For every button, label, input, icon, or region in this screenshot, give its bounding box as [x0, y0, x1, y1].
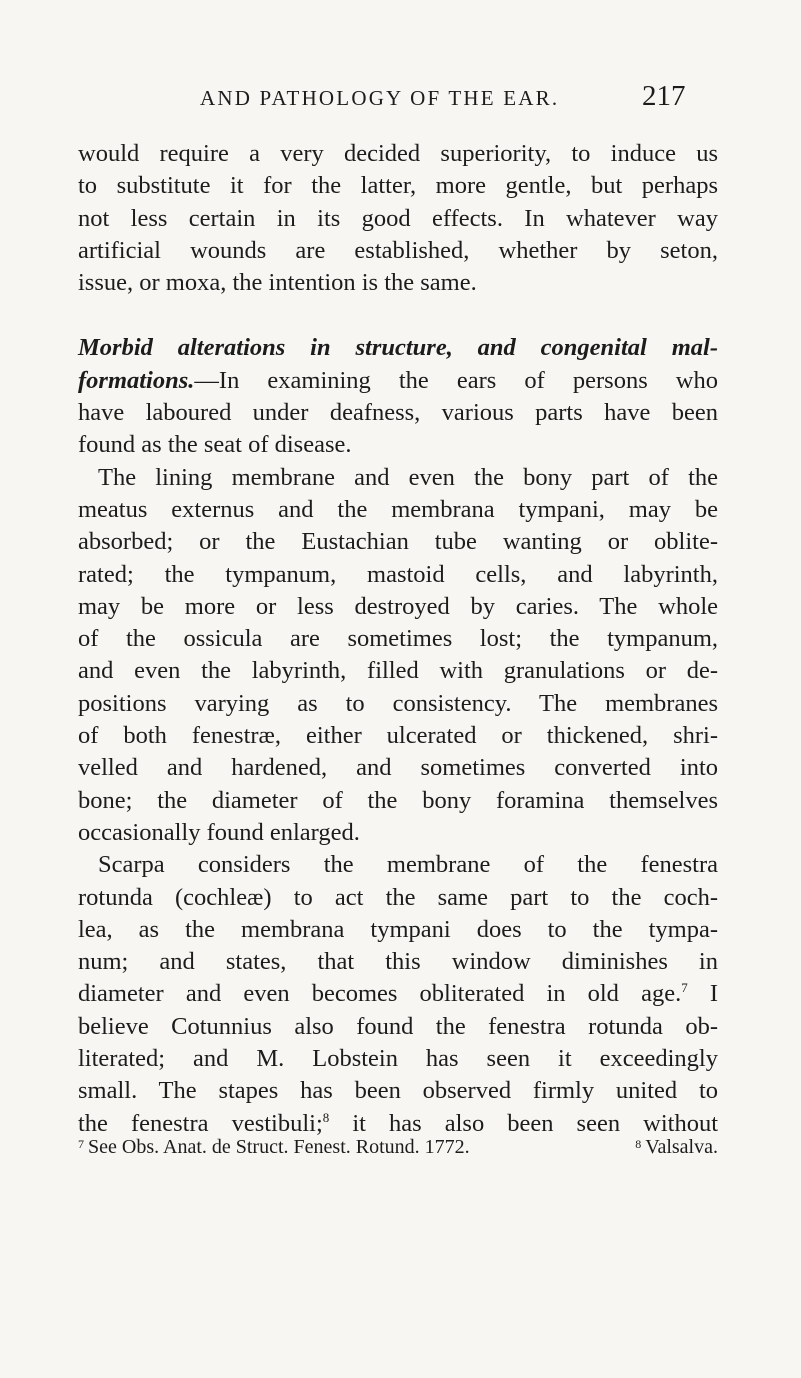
- footnote-text: See Obs. Anat. de Struct. Fenest. Rotund. 1772.: [88, 1136, 470, 1158]
- page-number: 217: [642, 80, 686, 112]
- text-line: have laboured under deafness, various parts have been: [78, 399, 718, 427]
- text-line: meatus externus and the membrana tympani, may be: [78, 495, 718, 523]
- text-line: rotunda (cochleæ) to act the same part to the coch-: [78, 883, 718, 911]
- text-line: literated; and M. Lobstein has seen it exceedingly: [78, 1045, 718, 1073]
- text-line: of the ossicula are sometimes lost; the tympanum,: [78, 625, 718, 653]
- text-line: to substitute it for the latter, more gentle, but perhaps: [78, 172, 718, 200]
- text-line: [78, 978, 718, 1010]
- running-head: AND PATHOLOGY OF THE EAR.: [200, 86, 560, 110]
- text-line: positions varying as to consistency. The membranes: [78, 689, 718, 717]
- footnote-ref-7: 7: [681, 980, 688, 996]
- text-line: would require a very decided superiority, to induce us: [78, 140, 718, 167]
- section-heading-text: formations.: [78, 366, 195, 394]
- section-heading-text: Morbid alterations in structure, and congenital mal-: [78, 334, 718, 362]
- section-heading: [78, 332, 718, 364]
- text-line: and even the labyrinth, filled with granulations or de-: [78, 657, 718, 685]
- text-fragment: I: [687, 980, 718, 1008]
- text-line: [78, 365, 718, 397]
- footnote-8: [635, 1132, 718, 1159]
- text-fragment: it has also been seen without: [329, 1109, 719, 1137]
- text-line: velled and hardened, and sometimes converted into: [78, 754, 718, 782]
- section-intro: —In examining the ears of persons who: [194, 366, 718, 394]
- footnote-number: 7: [78, 1137, 84, 1151]
- text-line: not less certain in its good effects. In whatever way: [78, 204, 718, 232]
- footnotes: [78, 1132, 718, 1159]
- text-fragment: the fenestra vestibuli;: [78, 1109, 323, 1137]
- text-line: may be more or less destroyed by caries. The whole: [78, 592, 718, 620]
- text-line: Scarpa considers the membrane of the fenestra: [98, 851, 718, 879]
- footnote-ref-8: 8: [322, 1109, 330, 1125]
- text-line: believe Cotunnius also found the fenestra rotunda ob-: [78, 1012, 718, 1040]
- body-text: [78, 138, 718, 1140]
- text-line: absorbed; or the Eustachian tube wanting or oblite-: [78, 528, 718, 556]
- text-line: artificial wounds are established, whether by seton,: [78, 236, 718, 264]
- text-line: occasionally found enlarged.: [78, 818, 360, 846]
- text-line: lea, as the membrana tympani does to the tympa-: [78, 915, 718, 943]
- text-line: small. The stapes has been observed firmly united to: [78, 1077, 718, 1105]
- footnote-text: Valsalva.: [645, 1136, 718, 1158]
- text-line: found as the seat of disease.: [78, 431, 352, 459]
- text-fragment: diameter and even becomes obliterated in old age.: [78, 980, 682, 1008]
- text-line: rated; the tympanum, mastoid cells, and labyrinth,: [78, 560, 718, 588]
- text-line: num; and states, that this window diminishes in: [78, 948, 718, 976]
- text-line: The lining membrane and even the bony part of the: [98, 463, 718, 491]
- text-line: bone; the diameter of the bony foramina themselves: [78, 786, 718, 814]
- footnote-number: 8: [635, 1137, 642, 1151]
- footnote-7: [78, 1132, 470, 1159]
- text-line: issue, or moxa, the intention is the same.: [78, 269, 477, 297]
- text-line: of both fenestræ, either ulcerated or thickened, shri-: [78, 722, 718, 750]
